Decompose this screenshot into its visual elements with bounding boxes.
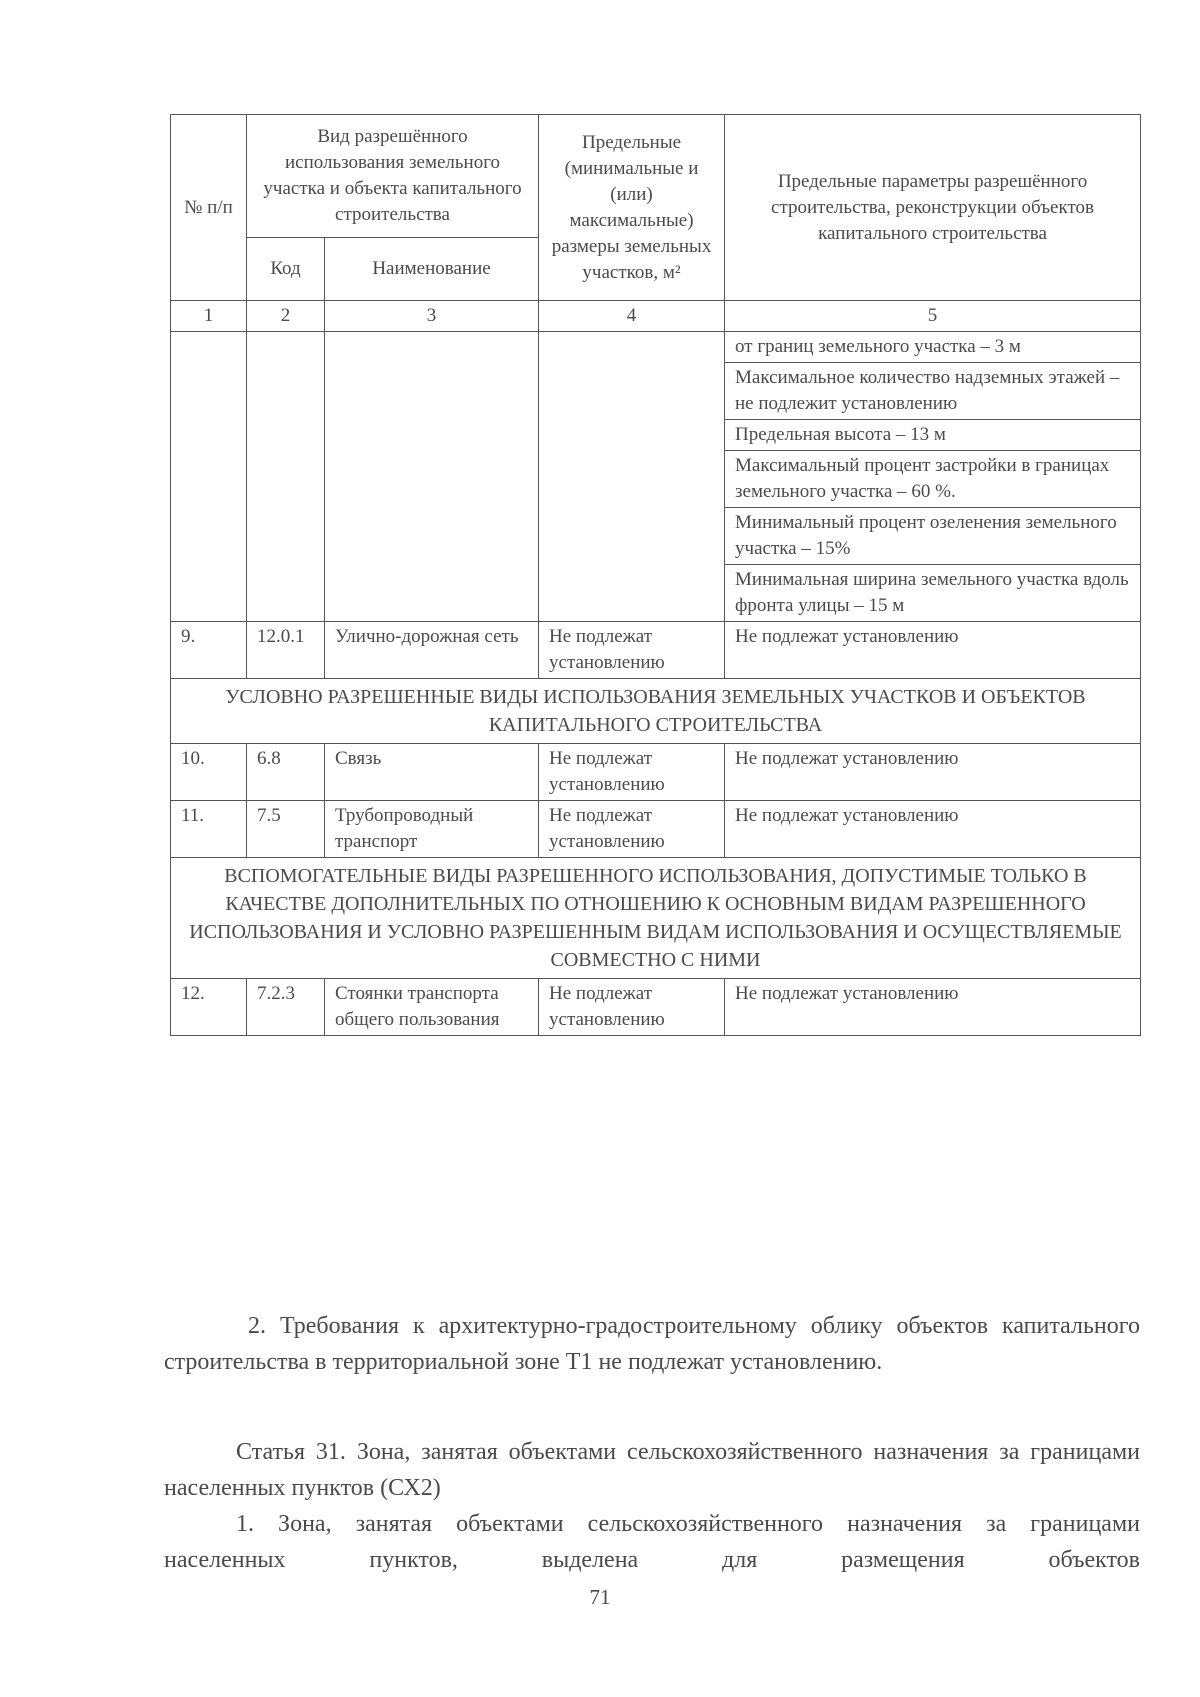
param-item: Минимальный процент озеленения земельного участка – 15% — [725, 507, 1140, 564]
column-number: 1 — [171, 301, 247, 332]
row-sizes: Не подлежат установлению — [539, 622, 725, 679]
param-item: от границ земельного участка – 3 м — [735, 336, 1021, 357]
table-row-continued — [171, 332, 1141, 622]
row-sizes: Не подлежат установлению — [539, 801, 725, 858]
paragraph-zone-description: 1. Зона, занятая объектами сельскохозяйственного назначения за границами населенных пунктов, выделена для размещения объектов — [164, 1511, 1140, 1573]
section-row — [171, 858, 1141, 979]
column-number: 3 — [325, 301, 539, 332]
row-name: Связь — [325, 744, 539, 801]
article-31-heading: Статья 31. Зона, занятая объектами сельскохозяйственного назначения за границами населенных пунктов (СХ2) — [164, 1439, 1140, 1501]
column-number: 5 — [725, 301, 1141, 332]
row-number: 11. — [171, 801, 247, 858]
section-conditional-title: УСЛОВНО РАЗРЕШЕННЫЕ ВИДЫ ИСПОЛЬЗОВАНИЯ ЗЕМЕЛЬНЫХ УЧАСТКОВ И ОБЪЕКТОВ КАПИТАЛЬНОГО СТРОИТЕЛЬСТВА — [171, 679, 1141, 744]
table-row — [171, 744, 1141, 801]
param-item: Максимальное количество надземных этажей – не подлежит установлению — [725, 362, 1140, 419]
empty-cell — [325, 332, 539, 622]
row-number: 12. — [171, 979, 247, 1036]
section-auxiliary-title: ВСПОМОГАТЕЛЬНЫЕ ВИДЫ РАЗРЕШЕННОГО ИСПОЛЬЗОВАНИЯ, ДОПУСТИМЫЕ ТОЛЬКО В КАЧЕСТВЕ ДОПОЛНИТЕЛЬНЫХ ПО ОТНОШЕНИЮ К ОСНОВНЫМ ВИДАМ РАЗРЕШЕННОГО ИСПОЛЬЗОВАНИЯ И УСЛОВНО РАЗРЕШЕННЫМ ВИДАМ ИСПОЛЬЗОВАНИЯ И ОСУЩЕСТВЛЯЕМЫЕ СОВМЕСТНО С НИМИ — [171, 858, 1141, 979]
header-code: Код — [247, 238, 325, 301]
table-row — [171, 979, 1141, 1036]
param-item: Предельная высота – 13 м — [725, 419, 1140, 450]
params-list — [725, 332, 1141, 622]
row-params: Не подлежат установлению — [725, 979, 1141, 1036]
table-row — [171, 622, 1141, 679]
column-number: 4 — [539, 301, 725, 332]
row-params: Не подлежат установлению — [725, 801, 1141, 858]
paragraph-requirements: 2. Требования к архитектурно-градостроительному облику объектов капитального строительства в территориальной зоне Т1 не подлежат установлению. — [164, 1313, 1140, 1375]
section-row — [171, 679, 1141, 744]
row-sizes: Не подлежат установлению — [539, 744, 725, 801]
row-code: 6.8 — [247, 744, 325, 801]
row-code: 12.0.1 — [247, 622, 325, 679]
row-code: 7.2.3 — [247, 979, 325, 1036]
page-number: 71 — [589, 1585, 611, 1609]
empty-cell — [247, 332, 325, 622]
row-params: Не подлежат установлению — [725, 622, 1141, 679]
param-item: Максимальный процент застройки в границах земельного участка – 60 %. — [725, 450, 1140, 507]
column-number-row — [171, 301, 1141, 332]
empty-cell — [171, 332, 247, 622]
row-name: Улично-дорожная сеть — [325, 622, 539, 679]
empty-cell — [539, 332, 725, 622]
table-row — [171, 801, 1141, 858]
header-use-group: Вид разрешённого использования земельного участка и объекта капитального строительства — [247, 115, 539, 238]
header-num: № п/п — [171, 115, 247, 301]
row-params: Не подлежат установлению — [725, 744, 1141, 801]
row-code: 7.5 — [247, 801, 325, 858]
row-name: Трубопроводный транспорт — [325, 801, 539, 858]
header-plot-sizes: Предельные (минимальные и (или) максимальные) размеры земельных участков, м² — [539, 115, 725, 301]
row-number: 9. — [171, 622, 247, 679]
param-item: Минимальная ширина земельного участка вдоль фронта улицы – 15 м — [725, 564, 1140, 621]
table-header-row — [171, 115, 1141, 238]
row-sizes: Не подлежат установлению — [539, 979, 725, 1036]
header-name: Наименование — [325, 238, 539, 301]
regulations-table — [170, 114, 1141, 1036]
column-number: 2 — [247, 301, 325, 332]
row-name: Стоянки транспорта общего пользования — [325, 979, 539, 1036]
row-number: 10. — [171, 744, 247, 801]
header-build-params: Предельные параметры разрешённого строительства, реконструкции объектов капитального строительства — [725, 115, 1141, 301]
